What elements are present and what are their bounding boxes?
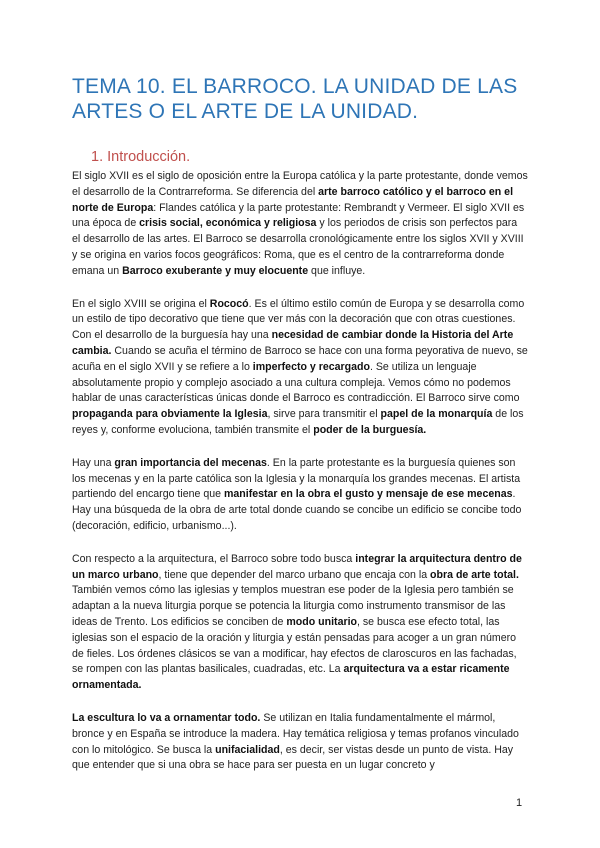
bold-text: Barroco exuberante y muy elocuente — [122, 264, 309, 277]
text-run: : Flandes católica y la parte protestante: Rembrandt y Vermeer. El siglo XVII es una época de — [72, 201, 525, 230]
bold-text: Rococó — [209, 297, 249, 310]
bold-text: modo unitario — [286, 615, 357, 628]
bold-text: propaganda para obviamente la Iglesia — [72, 408, 268, 421]
bold-text: manifestar en la obra el gusto y mensaje de ese mecenas — [223, 488, 513, 501]
text-run: . Es el último estilo común de Europa y se desarrolla como un estilo de tipo decorativo que tiene que ver más con la decoración que con otras cuestiones. Con el desarrollo de la burguesía hay una — [72, 297, 525, 342]
text-run: . En la parte protestante es la burguesía quienes son los mecenas y en la parte católica son la Iglesia y la monarquía los grandes mecenas. El artista partiendo del encargo tiene que — [72, 456, 521, 501]
text-run: También vemos cómo las iglesias y templos muestran ese poder de la Iglesia pero también se adaptan a la nueva liturgia porque se potencia la liturgia como instrumento transmisor de las ideas de Trento. Los edificios se conciben de — [72, 584, 514, 628]
page-title: TEMA 10. EL BARROCO. LA UNIDAD DE LAS ARTES O EL ARTE DE LA UNIDAD. — [72, 75, 518, 123]
section-heading: 1. Introducción. — [91, 149, 191, 165]
paragraph — [72, 169, 528, 280]
text-run: Se utilizan en Italia fundamentalmente el mármol, bronce y en España se introduce la madera. Hay temática religiosa y temas profanos vinculado con lo mitológico. Se busca la — [72, 711, 519, 756]
bold-text: necesidad de cambiar donde la Historia del Arte cambia. — [72, 329, 514, 357]
paragraph — [72, 297, 528, 439]
text-run: , se busca ese efecto total, las iglesias son el espacio de la oración y liturgia y están pensadas para acoger a un gran número de fieles. Los órdenes clásicos se van a modificar, hay efectos de claroscuros en las fachadas, se rompen con las plantas basilicales, cuadradas, etc. La — [72, 615, 517, 676]
text-run: El siglo XVII es el siglo de oposición entre la Europa católica y la parte protestante, donde vemos el desarrollo de la Contrarreforma. Se diferencia del — [72, 170, 528, 198]
text-run: En el siglo XVIII se origina el — [72, 297, 210, 310]
bold-text: crisis social, económica y religiosa — [139, 217, 317, 230]
bold-text: obra de arte total. — [430, 568, 519, 581]
paragraph — [72, 552, 528, 694]
bold-text: papel de la monarquía — [380, 408, 493, 421]
bold-text: La escultura lo va a ornamentar todo. — [72, 711, 261, 724]
text-run: . Hay una búsqueda de la obra de arte total donde cuando se concibe un edificio se concibe todo (decoración, edificio, urbanismo...). — [72, 488, 522, 532]
text-run: y los periodos de crisis son perfectos para el desarrollo de las artes. El Barroco se desarrolla cronológicamente entre los siglos XVII y XVIII y se origina en varios focos geográficos: Roma, que es el centro de la contrarreforma donde emana un — [72, 217, 524, 277]
paragraph — [72, 711, 528, 774]
page-number: 1 — [516, 797, 523, 809]
paragraph — [72, 456, 528, 535]
text-run: de los reyes y, conforme evoluciona, también transmite el — [72, 408, 524, 436]
bold-text: integrar la arquitectura dentro de un marco urbano — [72, 552, 522, 581]
body-text — [72, 169, 528, 791]
text-run: , sirve para transmitir el — [267, 408, 381, 421]
text-run: Cuando se acuña el término de Barroco se hace con una forma peyorativa de nuevo, se acuña en el siglo XVII y se refiere a lo — [72, 344, 528, 373]
bold-text: imperfecto y recargado — [252, 360, 370, 373]
text-run: , tiene que depender del marco urbano que encaja con la — [158, 568, 431, 581]
bold-text: poder de la burguesía. — [313, 423, 427, 436]
text-run: Hay una — [72, 456, 115, 469]
text-run: que influye. — [308, 264, 366, 277]
bold-text: unifacialidad — [215, 743, 280, 756]
bold-text: arte barroco católico y el barroco en el norte de Europa — [72, 185, 514, 214]
text-run: Con respecto a la arquitectura, el Barroco sobre todo busca — [72, 552, 356, 565]
bold-text: gran importancia del mecenas — [114, 456, 267, 469]
text-run: , es decir, ser vistas desde un punto de vista. Hay que entender que si una obra se hace para ser puesta en un lugar concreto y — [72, 743, 514, 772]
bold-text: arquitectura va a estar ricamente ornamentada. — [72, 663, 510, 692]
text-run: . Se utiliza un lenguaje absolutamente propio y complejo asociado a una cultura compleja. Vemos cómo no podemos hablar de unas características únicas donde el Barroco es contradicción. El Barroco sirve como — [72, 360, 520, 405]
